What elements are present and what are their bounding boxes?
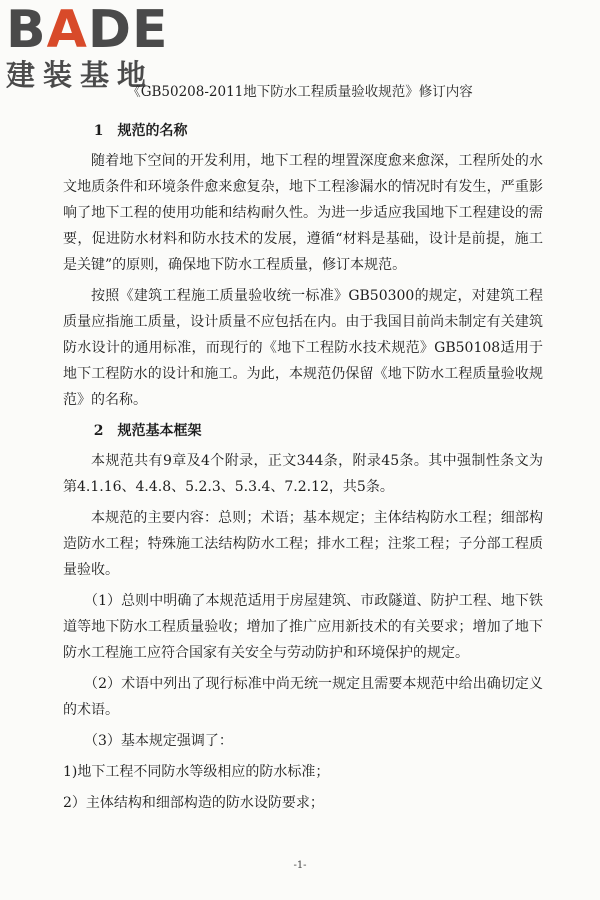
section-2-heading: 2 规范基本框架 [93, 423, 202, 439]
section-2-item-2: （2）术语中列出了现行标准中尚无统一规定且需要本规范中给出确切定义的术语。 [63, 676, 543, 718]
brand-logo [6, 0, 181, 92]
document-body [63, 118, 543, 821]
logo-wordmark [6, 0, 181, 60]
section-2-item-1: （1）总则中明确了本规范适用于房屋建筑、市政隧道、防护工程、地下铁道等地下防水工程质量验收；增加了推广应用新技术的有关要求；增加了地下防水工程施工应符合国家有关安全与劳动防护和环境保护的规定。 [63, 593, 543, 661]
logo-letter-b: B [6, 0, 47, 60]
section-2-paragraph-1: 本规范共有9章及4个附录，正文344条，附录45条。其中强制性条文为第4.1.16、4.4.8、5.2.3、5.3.4、7.2.12，共5条。 [63, 453, 543, 495]
section-1-paragraph-2: 按照《建筑工程施工质量验收统一标准》GB50300的规定，对建筑工程质量应指施工质量，设计质量不应包括在内。由于我国目前尚未制定有关建筑防水设计的通用标准，而现行的《地下工程防水技术规范》GB50108适用于地下工程防水的设计和施工。为此，本规范仍保留《地下防水工程质量验收规范》的名称。 [63, 288, 543, 408]
section-1-paragraph-1: 随着地下空间的开发利用，地下工程的埋置深度愈来愈深，工程所处的水文地质条件和环境条件愈来愈复杂，地下工程渗漏水的情况时有发生，严重影响了地下工程的使用功能和结构耐久性。为进一步适应我国地下工程建设的需要，促进防水材料和防水技术的发展，遵循“材料是基础，设计是前提，施工是关键”的原则，确保地下防水工程质量，修订本规范。 [63, 153, 543, 273]
document-title: 《GB50208-2011地下防水工程质量验收规范》修订内容 [127, 84, 473, 100]
section-2-subitem-2: 2）主体结构和细部构造的防水设防要求； [63, 795, 324, 811]
section-2-paragraph-2: 本规范的主要内容：总则；术语；基本规定；主体结构防水工程；细部构造防水工程；特殊施工法结构防水工程；排水工程；注浆工程；子分部工程质量验收。 [63, 510, 543, 578]
logo-subtitle: 建装基地 [6, 58, 155, 92]
section-2-item-3: （3）基本规定强调了： [84, 733, 233, 749]
section-2-subitem-1: 1)地下工程不同防水等级相应的防水标准； [63, 764, 330, 780]
page-number: -1- [293, 860, 307, 871]
section-1-heading: 1 规范的名称 [93, 123, 188, 139]
logo-letter-a: A [46, 0, 88, 60]
logo-letters-de: DE [87, 0, 169, 60]
